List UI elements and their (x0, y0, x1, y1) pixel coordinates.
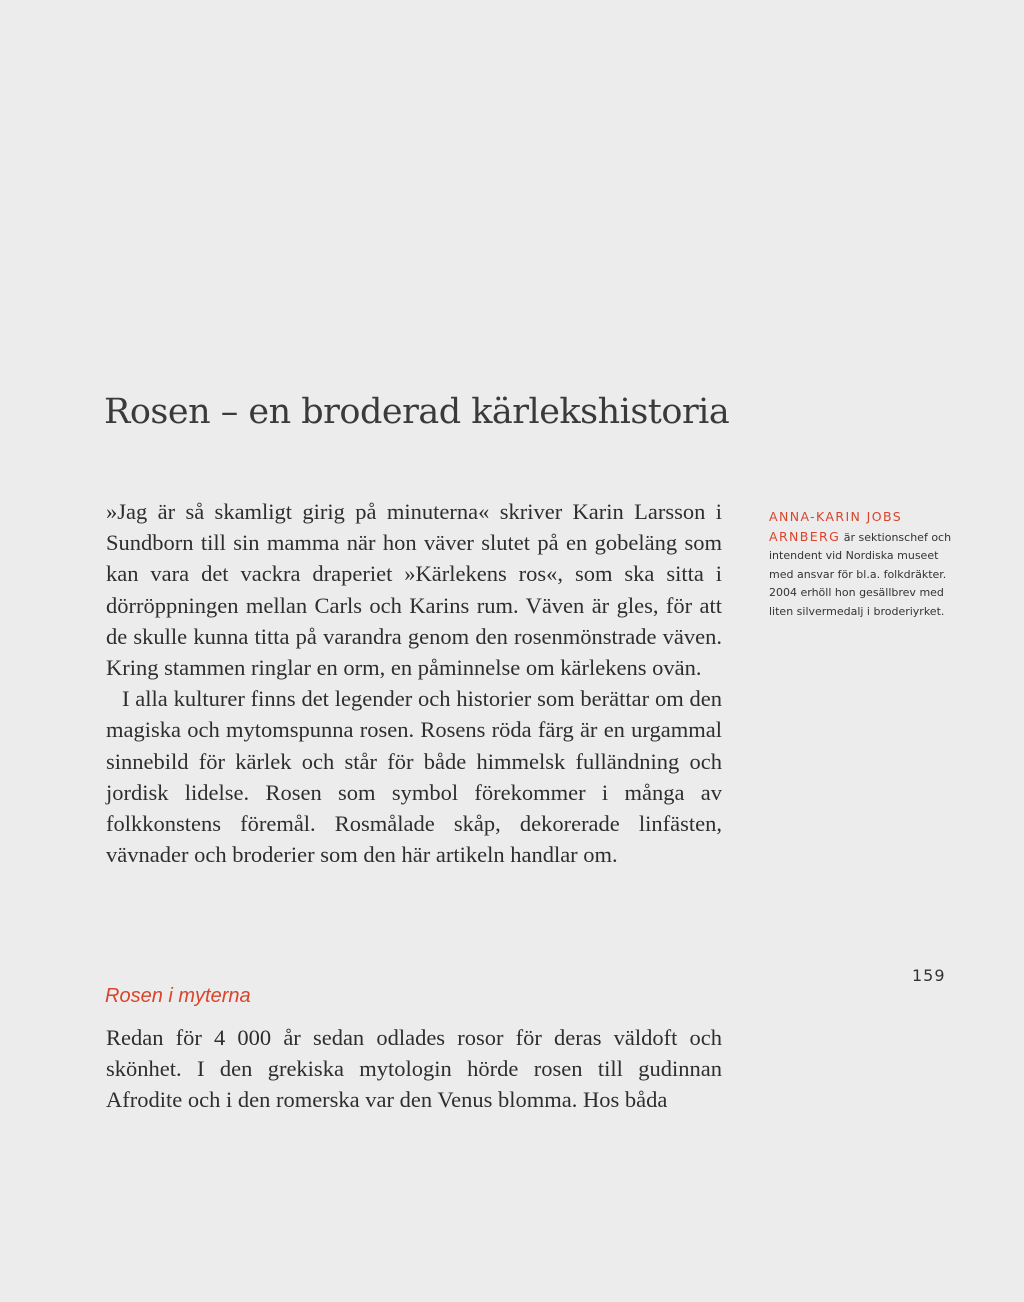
author-bio (769, 508, 959, 621)
section-body (106, 1022, 722, 1116)
intro-paragraph-2: I alla kulturer finns det legender och historier som berättar om den magiska och mytomspunna rosen. Rosens röda färg är en urgammal sinnebild för kärlek och står för både himmelsk fulländning och jordisk lidelse. Rosen som symbol förekommer i många av folkkonstens föremål. Rosmålade skåp, dekorerade linfästen, vävnader och broderier som den här artikeln handlar om. (106, 686, 722, 868)
page-number: 159 (912, 966, 946, 985)
intro-paragraph-1: »Jag är så skamligt girig på minuterna« skriver Karin Larsson i Sundborn till sin mamma när hon väver slutet på en gobeläng som kan vara det vackra draperiet »Kärlekens ros«, som ska sitta i dörröppningen mellan Carls och Karins rum. Väven är gles, för att de skulle kunna titta på varandra genom den rosenmönstrade väven. Kring stammen ringlar en orm, en påminnelse om kärlekens ovän. (106, 499, 722, 681)
article-intro (106, 496, 722, 870)
author-bio-text: är sektionschef och intendent vid Nordiska museet med ansvar för bl.a. folkdräkter. 2004 erhöll hon gesällbrev med liten silvermedalj i broderiyrket. (769, 530, 952, 618)
author-name: ANNA-KARIN JOBS ARNBERG (769, 509, 903, 544)
article-title: Rosen – en broderad kärlekshistoria (104, 392, 730, 432)
section-heading: Rosen i myterna (105, 985, 251, 1007)
section-paragraph-1: Redan för 4 000 år sedan odlades rosor för deras väldoft och skönhet. I den grekiska mytologin hörde rosen till gudinnan Afrodite och i den romerska var den Venus blomma. Hos båda (106, 1025, 722, 1113)
